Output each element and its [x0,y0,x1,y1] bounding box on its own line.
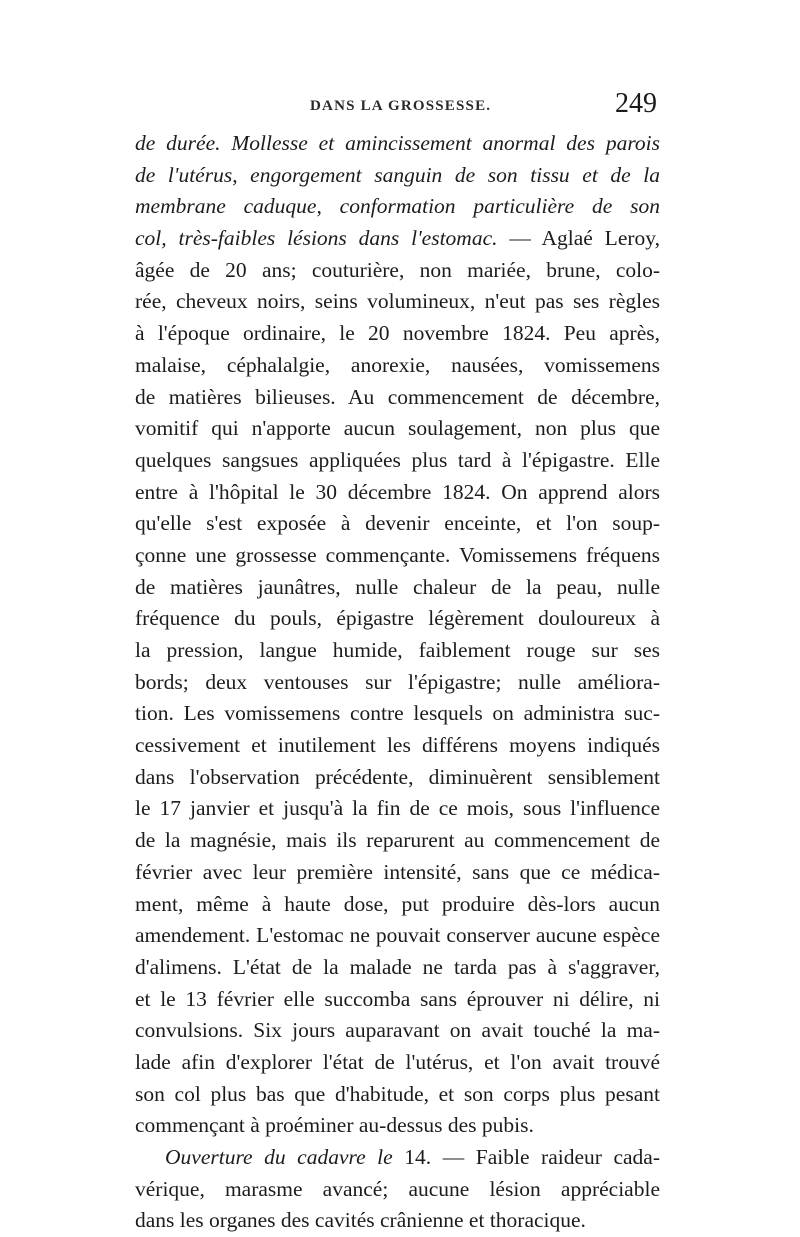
roman-text: malaise, céphalalgie, anorexie, nausées, vomissemens [135,352,660,377]
roman-text: qu'elle s'est exposée à devenir enceinte, et l'on soup- [135,511,660,536]
text-line [135,730,660,762]
text-line [135,286,660,318]
text-line [135,984,660,1016]
text-line [135,508,660,540]
roman-text: dans les organes des cavités crânienne et thoracique. [135,1208,586,1233]
roman-text: de matières bilieuses. Au commencement de décembre, [135,384,660,409]
roman-text: quelques sangsues appliquées plus tard à l'épigastre. Elle [135,447,660,472]
roman-text: fréquence du pouls, épigastre légèrement douloureux à [135,606,660,631]
roman-text: rée, cheveux noirs, seins volumineux, n'eut pas ses règles [135,289,660,314]
text-line [135,857,660,889]
roman-text: convulsions. Six jours auparavant on avait touché la ma- [135,1018,660,1043]
body-text [135,128,660,1237]
roman-text: lade afin d'explorer l'état de l'utérus, et l'on avait trouvé [135,1049,660,1074]
text-line [135,1079,660,1111]
roman-text: le 17 janvier et jusqu'à la fin de ce mois, sous l'influence [135,796,660,821]
text-line [135,128,660,160]
italic-text: membrane caduque, conformation particulière de son [135,194,660,219]
text-line [135,413,660,445]
text-line [135,1142,660,1174]
text-line [135,793,660,825]
roman-text: — Aglaé Leroy, [497,226,660,251]
text-line [135,1015,660,1047]
roman-text: vomitif qui n'apporte aucun soulagement, non plus que [135,416,660,441]
italic-text: de l'utérus, engorgement sanguin de son tissu et de la [135,162,660,187]
roman-text: tion. Les vomissemens contre lesquels on administra suc- [135,701,660,726]
roman-text: entre à l'hôpital le 30 décembre 1824. On apprend alors [135,479,660,504]
running-title: DANS LA GROSSESSE. [310,98,492,114]
text-line [135,477,660,509]
roman-text: dans l'observation précédente, diminuèrent sensiblement [135,764,660,789]
page-number: 249 [615,88,657,119]
roman-text: et le 13 février elle succomba sans éprouver ni délire, ni [135,986,660,1011]
roman-text: 14. — Faible raideur cada- [392,1145,660,1169]
text-line [135,762,660,794]
text-line [135,1205,660,1237]
text-line [135,191,660,223]
text-line [135,698,660,730]
roman-text: vérique, marasme avancé; aucune lésion appréciable [135,1176,660,1201]
roman-text: amendement. L'estomac ne pouvait conserver aucune espèce [135,923,660,948]
text-line [135,223,660,255]
italic-text: Ouverture du cadavre le [165,1145,393,1169]
text-line [135,350,660,382]
text-line [135,382,660,414]
italic-text: col, très-faibles lésions dans l'estomac. [135,226,498,251]
roman-text: commençant à proéminer au-dessus des pubis. [135,1113,534,1138]
text-line [135,318,660,350]
text-line [135,445,660,477]
text-line [135,635,660,667]
roman-text: la pression, langue humide, faiblement rouge sur ses [135,638,660,662]
text-line [135,1174,660,1206]
roman-text: son col plus bas que d'habitude, et son corps plus pesant [135,1081,660,1106]
italic-text: de durée. Mollesse et amincissement anormal des parois [135,131,660,155]
text-line [135,667,660,699]
roman-text: d'alimens. L'état de la malade ne tarda pas à s'aggraver, [135,954,660,979]
roman-text: çonne une grossesse commençante. Vomissemens fréquens [135,542,660,567]
text-line [135,603,660,635]
text-line [135,572,660,604]
text-line [135,160,660,192]
roman-text: février avec leur première intensité, sans que ce médica- [135,859,660,884]
text-line [135,825,660,857]
text-line [135,952,660,984]
running-head [135,88,665,128]
text-line [135,1047,660,1079]
text-line [135,1110,660,1142]
roman-text: de la magnésie, mais ils reparurent au commencement de [135,828,660,853]
roman-text: ment, même à haute dose, put produire dès-lors aucun [135,891,660,916]
roman-text: âgée de 20 ans; couturière, non mariée, brune, colo- [135,257,660,282]
text-line [135,889,660,921]
roman-text: à l'époque ordinaire, le 20 novembre 1824. Peu après, [135,321,660,346]
text-line [135,920,660,952]
roman-text: cessivement et inutilement les différens moyens indiqués [135,733,660,758]
text-line [135,540,660,572]
text-line [135,255,660,287]
roman-text: bords; deux ventouses sur l'épigastre; nulle améliora- [135,669,660,694]
roman-text: de matières jaunâtres, nulle chaleur de la peau, nulle [135,574,660,599]
